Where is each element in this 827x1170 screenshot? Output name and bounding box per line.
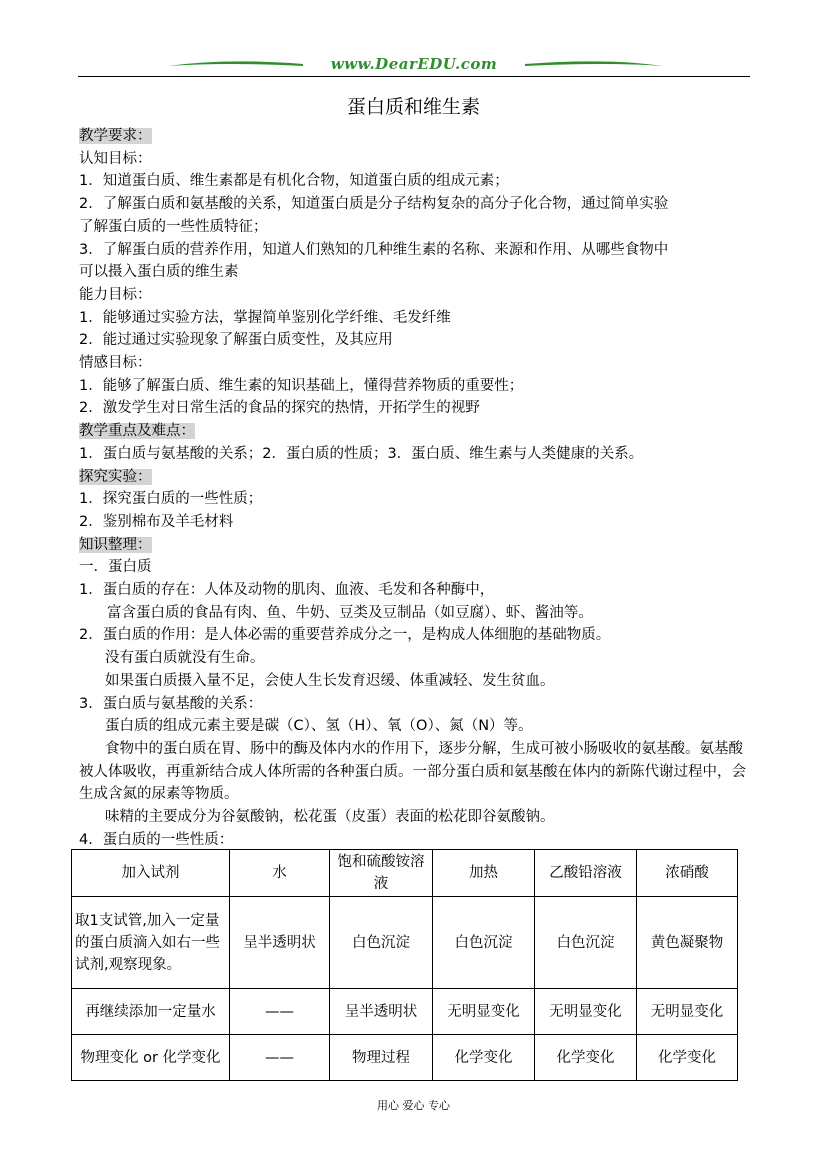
indented-text: 味精的主要成分为谷氨酸钠，松花蛋（皮蛋）表面的松花即谷氨酸钠。 [105, 809, 555, 826]
table-cell: 取1支试管,加入一定量的蛋白质滴入如右一些试剂,观察现象。 [72, 897, 230, 989]
table-header-cell: 水 [230, 850, 330, 897]
list-item: 2．了解蛋白质和氨基酸的关系，知道蛋白质是分子结构复杂的高分子化合物，通过简单实验 [79, 196, 669, 213]
list-item: 2．能过通过实验现象了解蛋白质变性，及其应用 [79, 332, 393, 349]
subheading: 能力目标： [79, 286, 152, 303]
list-item: 2．激发学生对日常生活的食品的探究的热情，开拓学生的视野 [79, 400, 480, 417]
table-row [72, 989, 738, 1035]
table-row [72, 897, 738, 989]
site-logo-text[interactable]: www.DearEDU.com [330, 55, 498, 73]
properties-table [71, 849, 738, 1081]
table-cell: 化学变化 [637, 1035, 738, 1081]
table-header-cell: 饱和硫酸铵溶液 [330, 850, 433, 897]
list-item: 1．探究蛋白质的一些性质； [79, 491, 263, 508]
table-header-row [72, 850, 738, 897]
list-item: 2．蛋白质的作用：是人体必需的重要营养成分之一，是构成人体细胞的基础物质。 [79, 627, 611, 644]
table-cell: 呈半透明状 [230, 897, 330, 989]
table-header-cell: 浓硝酸 [637, 850, 738, 897]
table-cell: 再继续添加一定量水 [72, 989, 230, 1035]
section-heading: 探究实验： [79, 468, 152, 485]
table-header-cell: 加热 [433, 850, 535, 897]
table-cell: 无明显变化 [535, 989, 637, 1035]
list-item: 4．蛋白质的一些性质： [79, 831, 234, 848]
list-item: 3．了解蛋白质的营养作用，知道人们熟知的几种维生素的名称、来源和作用、从哪些食物中 [79, 241, 669, 258]
indented-text: 蛋白质的组成元素主要是碳（C）、氢（H）、氧（O）、氮（N）等。 [105, 718, 533, 735]
table-cell: 无明显变化 [433, 989, 535, 1035]
table-cell: 物理过程 [330, 1035, 433, 1081]
section-heading: 教学重点及难点： [79, 423, 195, 440]
subheading: 一．蛋白质 [79, 559, 152, 576]
document-body [79, 125, 749, 852]
table-cell: 化学变化 [535, 1035, 637, 1081]
page-title: 蛋白质和维生素 [346, 96, 480, 118]
table-header-cell: 乙酸铅溶液 [535, 850, 637, 897]
table-cell: 无明显变化 [637, 989, 738, 1035]
section-heading: 教学要求： [79, 128, 152, 144]
table-cell: 物理变化 or 化学变化 [72, 1035, 230, 1081]
table-cell: 白色沉淀 [433, 897, 535, 989]
section-heading: 知识整理： [79, 536, 152, 553]
table-cell: 呈半透明状 [330, 989, 433, 1035]
indented-text: 没有蛋白质就没有生命。 [105, 650, 265, 667]
table-cell: —— [230, 1035, 330, 1081]
paragraph: 食物中的蛋白质在胃、肠中的酶及体内水的作用下，逐步分解，生成可被小肠吸收的氨基酸。氨基酸被人体吸收，再重新结合成人体所需的各种蛋白质。一部分蛋白质和氨基酸在体内的新陈代谢过程中，会生成含氮的尿素等物质。 [79, 740, 746, 803]
table-header-cell: 加入试剂 [72, 850, 230, 897]
list-item: 1．能够了解蛋白质、维生素的知识基础上，懂得营养物质的重要性； [79, 377, 524, 394]
table-cell: 白色沉淀 [535, 897, 637, 989]
header-rule [78, 76, 750, 77]
indented-text: 如果蛋白质摄入量不足，会使人生长发育迟缓、体重减轻、发生贫血。 [105, 672, 555, 689]
table-cell: 化学变化 [433, 1035, 535, 1081]
subheading: 认知目标： [79, 150, 152, 167]
list-item: 1．知道蛋白质、维生素都是有机化合物，知道蛋白质的组成元素； [79, 173, 509, 190]
table-row [72, 1035, 738, 1081]
list-item-continuation: 了解蛋白质的一些性质特征； [79, 218, 268, 235]
list-item-continuation: 可以摄入蛋白质的维生素 [79, 264, 239, 281]
subheading: 情感目标： [79, 355, 152, 372]
list-item: 1．蛋白质与氨基酸的关系；2．蛋白质的性质；3．蛋白质、维生素与人类健康的关系。 [79, 445, 644, 462]
list-item: 1．能够通过实验方法，掌握简单鉴别化学纤维、毛发纤维 [79, 309, 451, 326]
table-cell: —— [230, 989, 330, 1035]
list-item: 1．蛋白质的存在：人体及动物的肌肉、血液、毛发和各种酶中， [79, 582, 495, 599]
list-item: 2．鉴别棉布及羊毛材料 [79, 513, 234, 530]
indented-text: 富含蛋白质的食品有肉、鱼、牛奶、豆类及豆制品（如豆腐）、虾、酱油等。 [107, 604, 593, 621]
list-item: 3．蛋白质与氨基酸的关系： [79, 695, 263, 712]
table-cell: 白色沉淀 [330, 897, 433, 989]
page-footer: 用心 爱心 专心 [377, 1099, 450, 1112]
table-cell: 黄色凝聚物 [637, 897, 738, 989]
page-header [78, 52, 750, 78]
